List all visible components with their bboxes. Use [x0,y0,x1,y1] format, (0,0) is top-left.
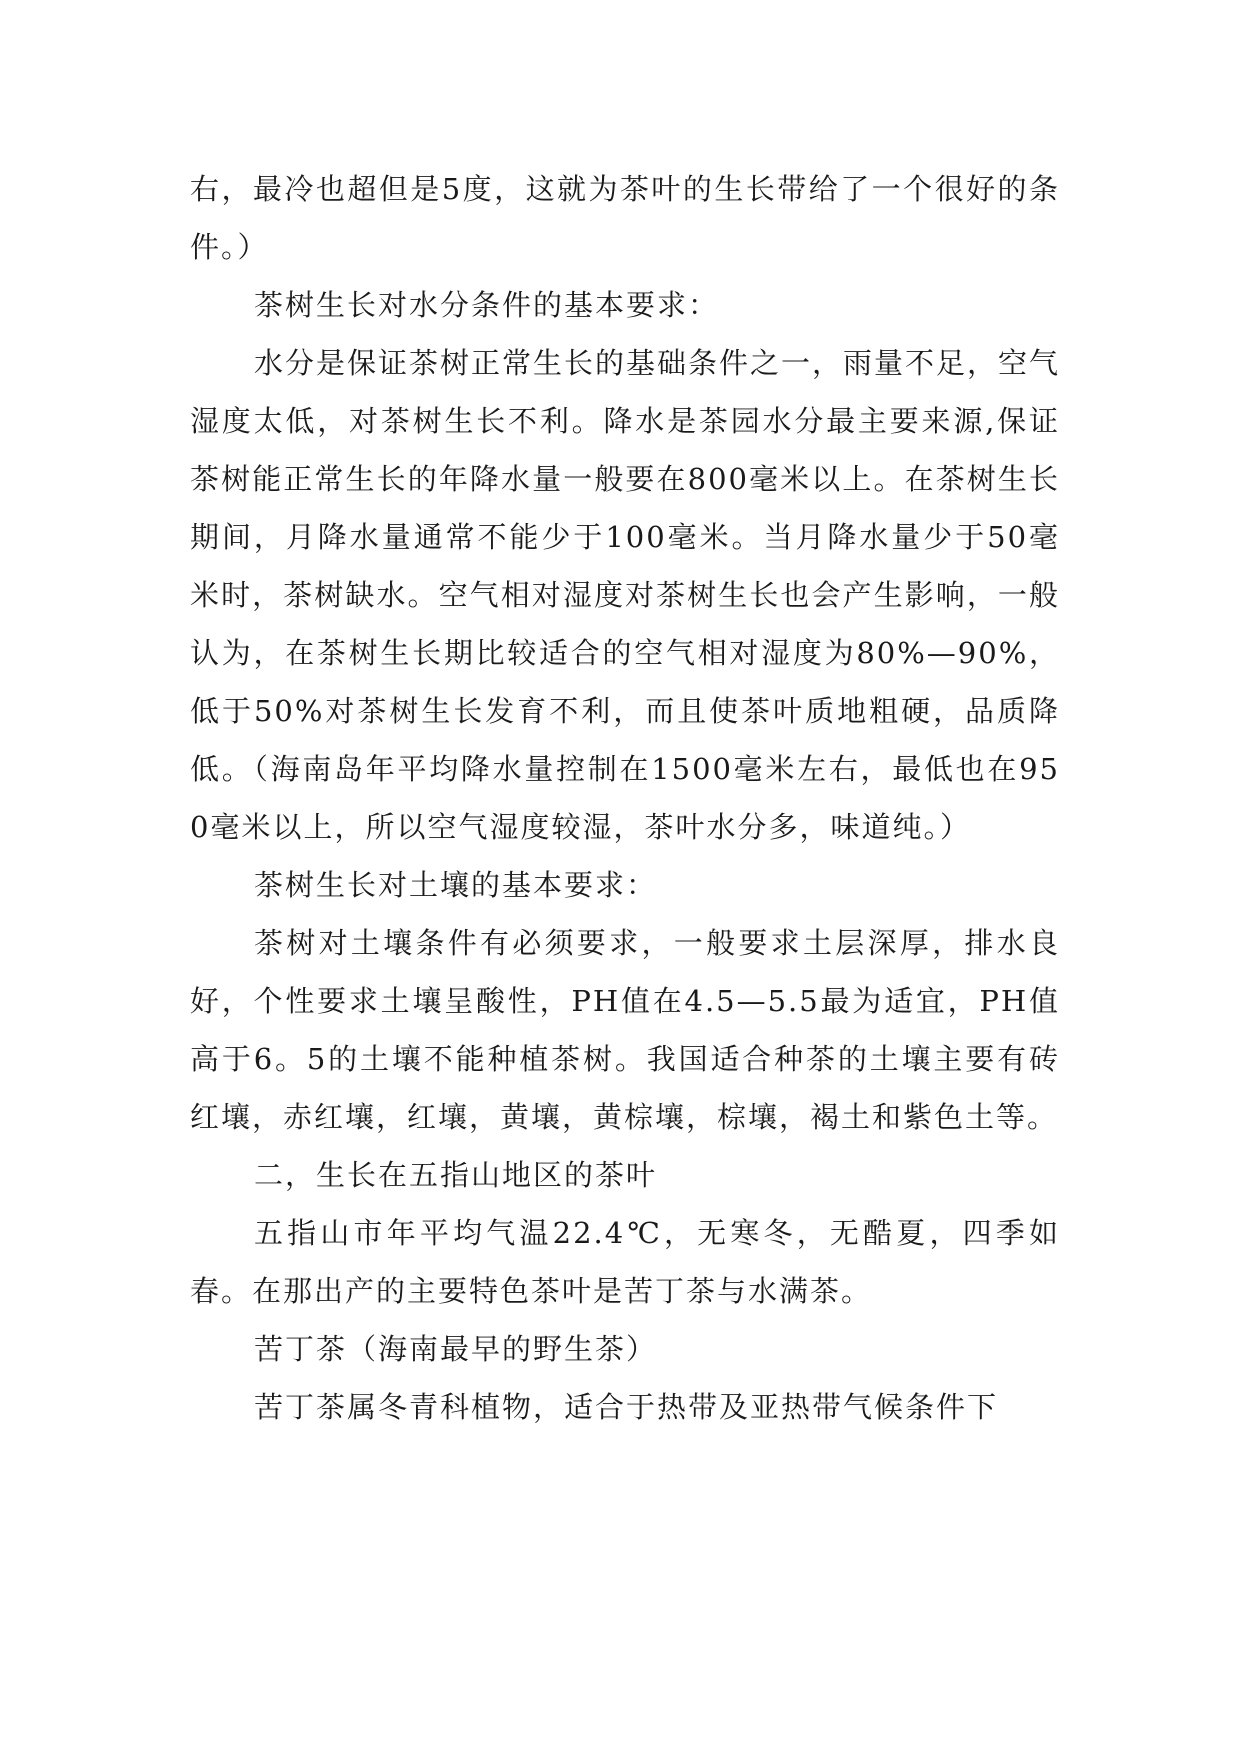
section-heading-wuzhishan: 二，生长在五指山地区的茶叶 [254,1158,658,1192]
heading-kuding-tea: 苦丁茶（海南最早的野生茶） [254,1332,658,1366]
document-body [190,160,1060,1436]
paragraph-continuation: 右，最冷也超但是5度，这就为茶叶的生长带给了一个很好的条件。） [190,172,1060,264]
paragraph-kuding-tea: 苦丁茶属冬青科植物，适合于热带及亚热带气候条件下 [254,1390,999,1424]
heading-soil-requirements: 茶树生长对土壤的基本要求： [254,868,658,902]
paragraph-water-requirements: 水分是保证茶树正常生长的基础条件之一，雨量不足，空气湿度太低，对茶树生长不利。降水是茶园水分最主要来源,保证茶树能正常生长的年降水量一般要在800毫米以上。在茶树生长期间，月降水量通常不能少于100毫米。当月降水量少于50毫米时，茶树缺水。空气相对湿度对茶树生长也会产生影响，一般认为，在茶树生长期比较适合的空气相对湿度为80%—90%，低于50%对茶树生长发育不利，而且使茶叶质地粗硬，品质降低。（海南岛年平均降水量控制在1500毫米左右，最低也在950毫米以上，所以空气湿度较湿，茶叶水分多，味道纯。） [190,346,1061,844]
paragraph-soil-requirements: 茶树对土壤条件有必须要求，一般要求土层深厚，排水良好，个性要求土壤呈酸性，PH值在4.5—5.5最为适宜，PH值高于6。5的土壤不能种植茶树。我国适合种茶的土壤主要有砖红壤，赤红壤，红壤，黄壤，黄棕壤，棕壤，褐土和紫色土等。 [190,926,1060,1134]
paragraph-wuzhishan-climate: 五指山市年平均气温22.4℃，无寒冬，无酷夏，四季如春。在那出产的主要特色茶叶是苦丁茶与水满茶。 [190,1216,1060,1308]
heading-water-requirements: 茶树生长对水分条件的基本要求： [254,288,720,322]
